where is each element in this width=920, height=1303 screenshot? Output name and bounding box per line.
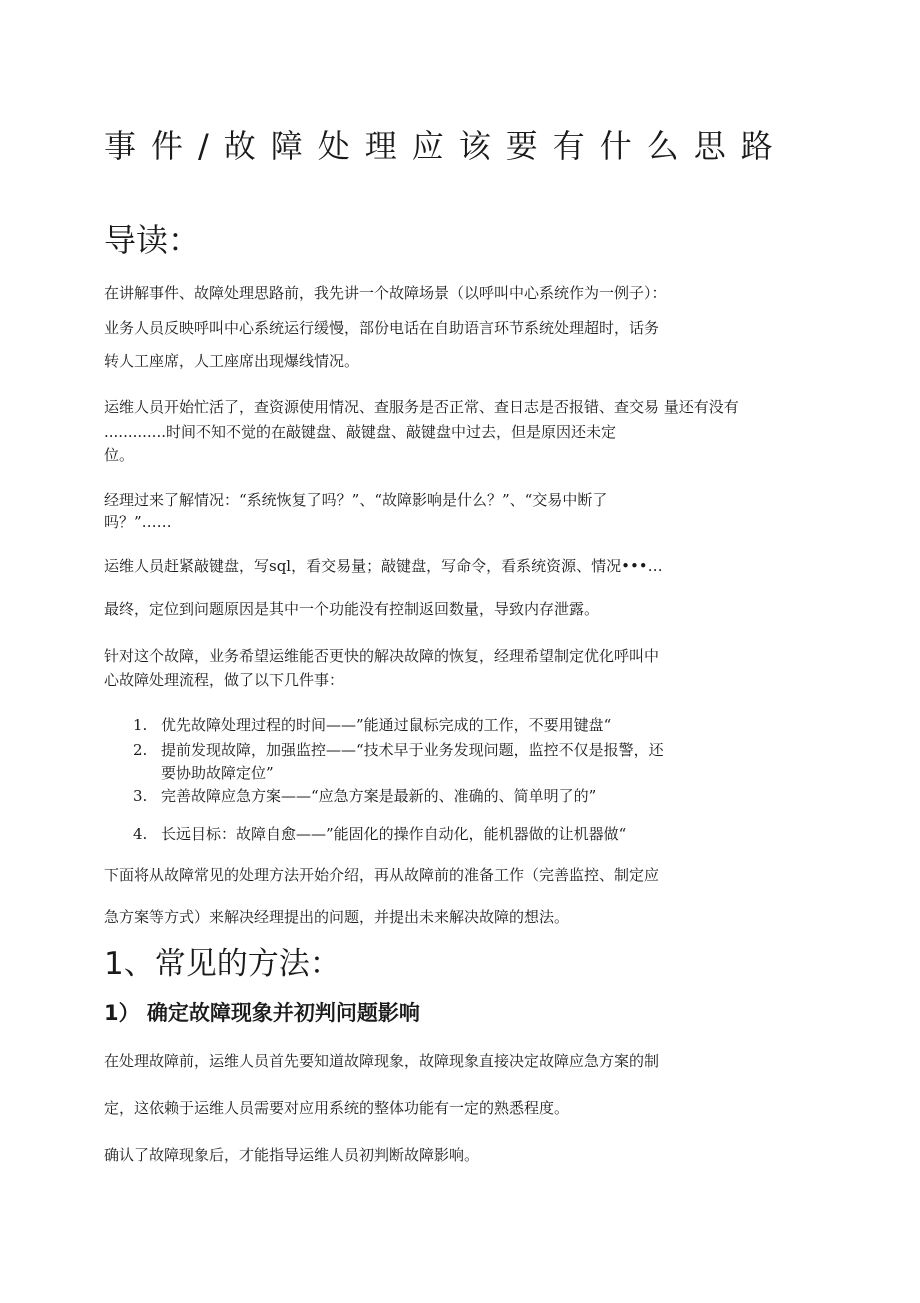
list-item-number: 2.	[133, 741, 148, 759]
paragraph-overview-line2: 急方案等方式）来解决经理提出的问题，并提出未来解决故障的想法。	[104, 908, 570, 926]
list-item-number: 4.	[133, 825, 148, 843]
paragraph-business-report-line1: 业务人员反映呼叫中心系统运行缓慢，部份电话在自助语言环节系统处理超时，话务	[104, 319, 660, 337]
paragraph-ops-busy-line2: .............时间不知不觉的在敲键盘、敲键盘、敲键盘中过去，但是原因还未定	[104, 423, 616, 441]
list-item-text: 长远目标：故障自愈——”能固化的操作自动化，能机器做的让机器做“	[161, 825, 627, 843]
document-title: 事件/故障处理应该要有什么思路	[104, 127, 788, 165]
paragraph-improvement-line2: 心故障处理流程，做了以下几件事：	[104, 671, 345, 689]
list-item-text-continued: 要协助故障定位”	[161, 764, 274, 782]
paragraph-manager-line1: 经理过来了解情况：“系统恢复了吗？”、“故障影响是什么？”、“交易中断了	[104, 491, 608, 509]
list-item-text: 提前发现故障，加强监控——“技术早于业务发现问题，监控不仅是报警，还	[161, 741, 664, 759]
paragraph-root-cause: 最终，定位到问题原因是其中一个功能没有控制返回数量，导致内存泄露。	[104, 600, 600, 618]
paragraph-scenario-intro: 在讲解事件、故障处理思路前，我先讲一个故障场景（以呼叫中心系统作为一例子）：	[104, 284, 667, 302]
paragraph-ops-typing: 运维人员赶紧敲键盘，写sql，看交易量；敲键盘，写命令，看系统资源、情况•••…	[104, 557, 663, 575]
paragraph-manager-line2: 吗？”……	[104, 513, 172, 531]
paragraph-improvement-line1: 针对这个故障，业务希望运维能否更快的解决故障的恢复，经理希望制定优化呼叫中	[104, 647, 660, 665]
subsection-heading-confirm-symptoms: 1） 确定故障现象并初判问题影响	[104, 1001, 420, 1025]
list-item-number: 1.	[133, 716, 148, 734]
paragraph-ops-busy-line1: 运维人员开始忙活了，查资源使用情况、查服务是否正常、查日志是否报错、查交易 量还有没有	[104, 398, 739, 416]
list-item-text: 优先故障处理过程的时间——”能通过鼠标完成的工作，不要用键盘“	[161, 716, 612, 734]
section-heading-common-methods: 1、常见的方法：	[104, 946, 341, 982]
list-item-number: 3.	[133, 787, 148, 805]
paragraph-overview-line1: 下面将从故障常见的处理方法开始介绍，再从故障前的准备工作（完善监控、制定应	[104, 866, 660, 884]
paragraph-business-report-line2: 转人工座席，人工座席出现爆线情况。	[104, 352, 360, 370]
paragraph-symptoms-line2: 定，这依赖于运维人员需要对应用系统的整体功能有一定的熟悉程度。	[104, 1099, 570, 1117]
intro-heading: 导读：	[104, 221, 201, 259]
paragraph-impact-judgement: 确认了故障现象后，才能指导运维人员初判断故障影响。	[104, 1146, 480, 1164]
list-item-text: 完善故障应急方案——“应急方案是最新的、准确的、简单明了的”	[161, 787, 597, 805]
paragraph-symptoms-line1: 在处理故障前，运维人员首先要知道故障现象，故障现象直接决定故障应急方案的制	[104, 1052, 660, 1070]
paragraph-ops-busy-line3: 位。	[104, 446, 135, 464]
